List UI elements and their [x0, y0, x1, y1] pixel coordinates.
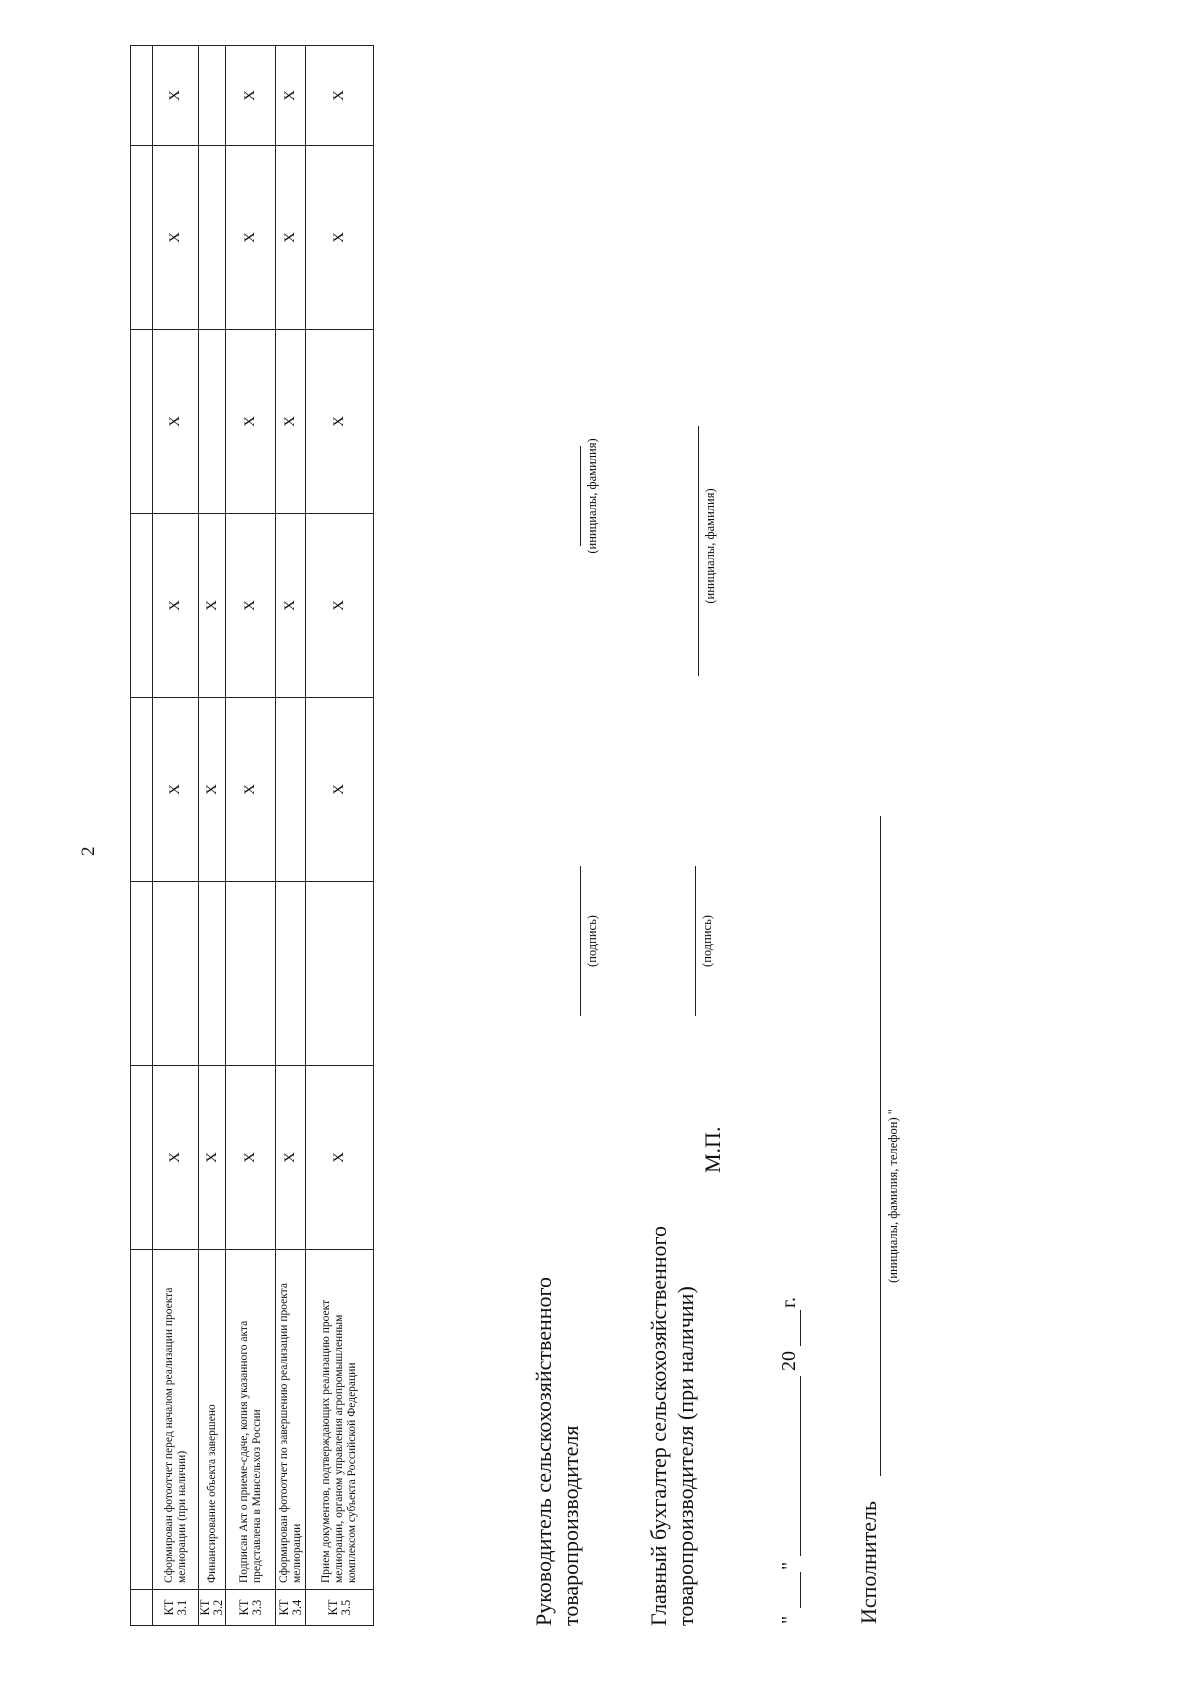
row-mark	[199, 882, 226, 1066]
row-mark: Х	[306, 1066, 374, 1250]
row-mark	[199, 146, 226, 330]
accountant-signature-line	[695, 866, 696, 1016]
row-code: КТ 3.1	[153, 1590, 199, 1626]
row-mark: Х	[199, 1066, 226, 1250]
row-mark: Х	[153, 1066, 199, 1250]
row-mark: Х	[226, 146, 276, 330]
table-row	[153, 46, 199, 1626]
row-mark: Х	[153, 146, 199, 330]
row-mark: Х	[226, 1066, 276, 1250]
head-signature-caption: (подпись)	[585, 915, 599, 967]
row-mark: Х	[306, 698, 374, 882]
row-mark: Х	[199, 514, 226, 698]
head-name-line	[580, 446, 581, 546]
date-year-suffix: г.	[778, 1297, 800, 1308]
table-header-cell	[131, 514, 153, 698]
table-header-cell	[131, 1590, 153, 1626]
date-year-prefix: 20	[778, 1351, 800, 1371]
row-description: Сформирован фотоотчет по завершению реализации проекта мелиорации	[276, 1250, 306, 1590]
row-code: КТ 3.2	[199, 1590, 226, 1626]
row-mark	[276, 698, 306, 882]
date-year-line	[800, 1310, 801, 1346]
row-code: КТ 3.4	[276, 1590, 306, 1626]
stamp-placeholder: М.П.	[700, 1126, 725, 1173]
head-name-caption: (инициалы, фамилия)	[585, 438, 599, 554]
row-mark: Х	[226, 698, 276, 882]
row-code: КТ 3.3	[226, 1590, 276, 1626]
table-header-cell	[131, 1250, 153, 1590]
table-row	[306, 46, 374, 1626]
date-close-quote: "	[778, 1561, 800, 1570]
row-mark: Х	[276, 1066, 306, 1250]
row-description: Прием документов, подтверждающих реализацию проект мелиорации, органом управления агропромышленным комплексом субъекта Российской Федерации	[306, 1250, 374, 1590]
table-header-cell	[131, 698, 153, 882]
page-number: 2	[78, 846, 99, 856]
row-mark: Х	[226, 46, 276, 146]
accountant-name-line	[698, 426, 699, 676]
control-points-table	[130, 45, 374, 1626]
row-mark	[153, 882, 199, 1066]
row-mark: Х	[276, 330, 306, 514]
row-description: Сформирован фотоотчет перед началом реализации проекта мелиорации (при наличии)	[153, 1250, 199, 1590]
table-header-cell	[131, 46, 153, 146]
row-description: Подписан Акт о приеме-сдаче, копия указанного акта представлена в Минсельхоз России	[226, 1250, 276, 1590]
accountant-name-caption: (инициалы, фамилия)	[703, 488, 717, 604]
row-mark: Х	[153, 330, 199, 514]
row-mark: Х	[276, 514, 306, 698]
table-header-cell	[131, 1066, 153, 1250]
row-mark: Х	[276, 146, 306, 330]
table-header-cell	[131, 330, 153, 514]
table-row	[199, 46, 226, 1626]
table-row	[226, 46, 276, 1626]
row-mark: Х	[306, 46, 374, 146]
executor-line	[880, 816, 881, 1476]
row-mark	[226, 882, 276, 1066]
row-mark: Х	[153, 514, 199, 698]
row-mark: Х	[226, 514, 276, 698]
row-mark: Х	[226, 330, 276, 514]
row-mark: Х	[153, 46, 199, 146]
date-month-line	[800, 1376, 801, 1556]
date-open-quote: "	[778, 1615, 800, 1624]
executor-caption: (инициалы, фамилия, телефон) "	[886, 1109, 900, 1283]
table-header-cell	[131, 882, 153, 1066]
head-title: Руководитель сельскохозяйственного товаропроизводителя	[531, 1276, 583, 1626]
table-row	[276, 46, 306, 1626]
row-mark: Х	[306, 146, 374, 330]
row-mark: Х	[276, 46, 306, 146]
row-mark: Х	[306, 514, 374, 698]
table-header-row	[131, 46, 153, 1626]
date-day-line	[800, 1572, 801, 1608]
row-code: КТ 3.5	[306, 1590, 374, 1626]
row-mark	[199, 330, 226, 514]
row-mark	[199, 46, 226, 146]
accountant-title: Главный бухгалтер сельскохозяйственного товаропроизводителя (при наличии)	[646, 1226, 698, 1626]
table-header-cell	[131, 146, 153, 330]
executor-label: Исполнитель	[856, 1500, 881, 1624]
row-mark: Х	[153, 698, 199, 882]
head-signature-line	[580, 866, 581, 1016]
accountant-signature-caption: (подпись)	[700, 915, 714, 967]
row-mark: Х	[306, 330, 374, 514]
row-mark: Х	[199, 698, 226, 882]
row-description: Финансирование объекта завершено	[199, 1250, 226, 1590]
row-mark	[276, 882, 306, 1066]
row-mark	[306, 882, 374, 1066]
